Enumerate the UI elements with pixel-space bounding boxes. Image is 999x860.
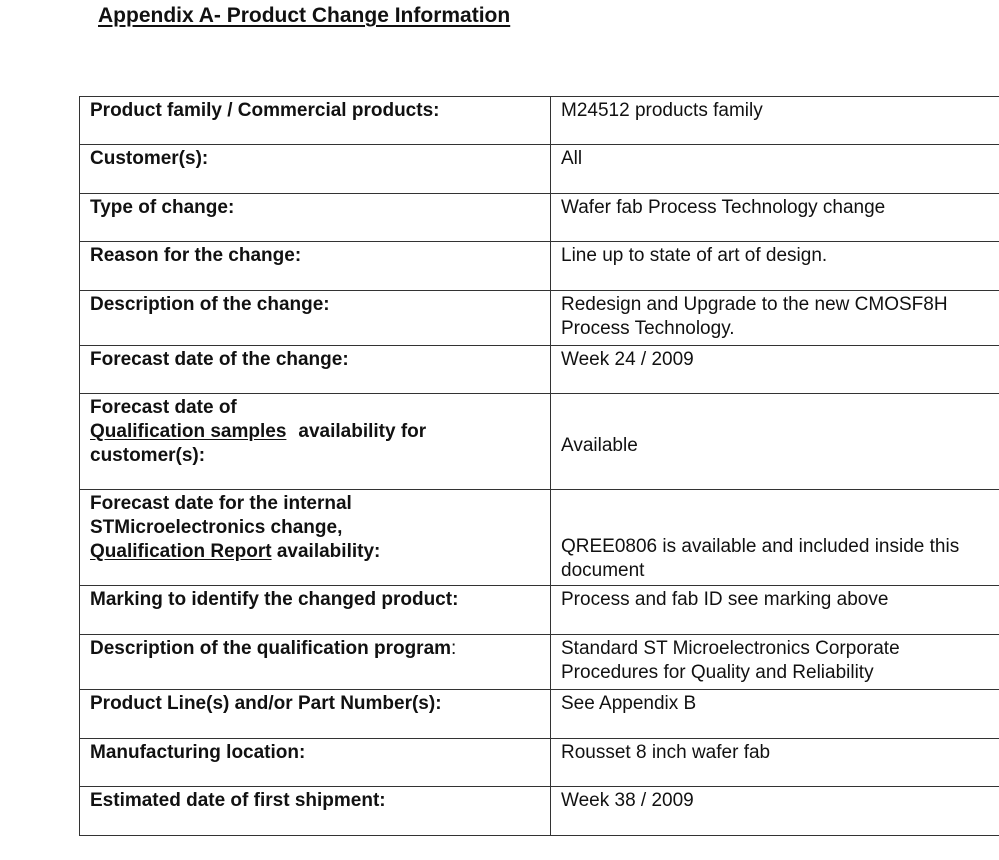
row-label: Description of the qualification program: — [80, 635, 551, 690]
row-value: Redesign and Upgrade to the new CMOSF8H Process Technology. — [551, 291, 999, 346]
product-change-table — [79, 96, 999, 836]
row-value: Week 24 / 2009 — [551, 346, 999, 394]
row-label: Forecast date for the internal STMicroelectronics change, Qualification Report availability: — [80, 490, 551, 586]
row-value: Available — [551, 394, 999, 490]
row-label: Estimated date of first shipment: — [80, 787, 551, 836]
row-value: Rousset 8 inch wafer fab — [551, 739, 999, 787]
table-row — [80, 690, 999, 739]
row-value: Line up to state of art of design. — [551, 242, 999, 291]
row-value: Standard ST Microelectronics Corporate Procedures for Quality and Reliability — [551, 635, 999, 690]
row-value: Process and fab ID see marking above — [551, 586, 999, 635]
table-row — [80, 394, 999, 490]
table-row — [80, 291, 999, 346]
table-row — [80, 97, 999, 145]
table-row — [80, 586, 999, 635]
row-label: Reason for the change: — [80, 242, 551, 291]
row-value: M24512 products family — [551, 97, 999, 145]
row-label: Description of the change: — [80, 291, 551, 346]
row-value: Week 38 / 2009 — [551, 787, 999, 836]
row-label: Type of change: — [80, 194, 551, 242]
row-value: QREE0806 is available and included inside this document — [551, 490, 999, 586]
table-row — [80, 145, 999, 194]
table-row — [80, 242, 999, 291]
table-row — [80, 194, 999, 242]
qualification-report-link: Qualification Report — [90, 541, 272, 562]
row-value: All — [551, 145, 999, 194]
page-title: Appendix A- Product Change Information — [98, 4, 511, 27]
table-row — [80, 787, 999, 836]
table-row — [80, 739, 999, 787]
qualification-samples-link: Qualification samples — [90, 421, 287, 442]
table-row — [80, 490, 999, 586]
row-label: Product family / Commercial products: — [80, 97, 551, 145]
row-value: Wafer fab Process Technology change — [551, 194, 999, 242]
row-label: Forecast date of the change: — [80, 346, 551, 394]
row-label: Customer(s): — [80, 145, 551, 194]
table-row — [80, 635, 999, 690]
row-label: Manufacturing location: — [80, 739, 551, 787]
row-label: Forecast date of Qualification samples availability for customer(s): — [80, 394, 551, 490]
row-label: Marking to identify the changed product: — [80, 586, 551, 635]
table-row — [80, 346, 999, 394]
row-label: Product Line(s) and/or Part Number(s): — [80, 690, 551, 739]
row-value: See Appendix B — [551, 690, 999, 739]
